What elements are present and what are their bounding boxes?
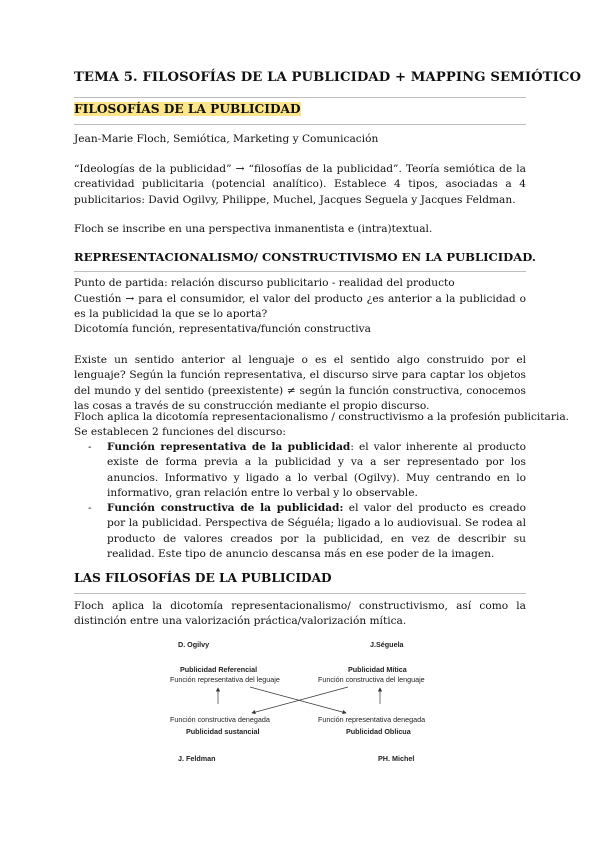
line-funciones: Se establecen 2 funciones del discurso:: [74, 426, 286, 438]
author-feldman: J. Feldman: [178, 754, 216, 763]
line-punto-de-partida: Punto de partida: relación discurso publicitario - realidad del producto: [74, 277, 455, 289]
list-item: [74, 501, 526, 562]
functions-list: [74, 440, 526, 562]
mitica-title: Publicidad Mítica: [348, 665, 407, 674]
divider: [74, 593, 526, 594]
list-item: [74, 440, 526, 501]
paragraph-floch-valorizacion: Floch aplica la dicotomía representacionalismo/ constructivismo, así como la distinción entre una valorización práctica/valorización mítica.: [74, 600, 526, 628]
highlighted-heading: FILOSOFÍAS DE LA PUBLICIDAD: [74, 102, 301, 116]
section-heading-las-filosofias: LAS FILOSOFÍAS DE LA PUBLICIDAD: [74, 571, 332, 585]
author-seguela: J.Séguela: [370, 640, 404, 649]
referencial-title: Publicidad Referencial: [180, 665, 258, 674]
line-dicotomia: Dicotomía función, representativa/función constructiva: [74, 323, 371, 335]
referencial-sub: Función representativa del leguaje: [170, 675, 280, 684]
divider: [74, 97, 526, 98]
bullet-dash: -: [88, 502, 92, 515]
oblicua-sub: Función representativa denegada: [318, 715, 426, 724]
paragraph-ideologias: “Ideologías de la publicidad” → “filosofías de la publicidad”. Teoría semiótica de la creatividad publicitaria (potencial analítico). Establece 4 tipos, asociadas a 4 publicitarios: David Ogilvy, Philippe, Muchel, Jacques Seguela y Jacques Feldman.: [74, 163, 526, 206]
line-cuestion: Cuestión → para el consumidor, el valor del producto ¿es anterior a la publicidad o es la publicidad la que se lo aporta?: [74, 293, 526, 321]
philosophies-diagram: [150, 632, 450, 772]
function-text: el valor del producto es creado por la publicidad. Perspectiva de Séguéla; ligado a lo audiovisual. Se rodea al producto de valores creados por la publicidad, en vez de describir su realidad. Este tipo de anuncio descansa más en ese poder de la imagen.: [107, 502, 526, 561]
sustancial-title: Publicidad sustancial: [186, 727, 260, 736]
document-title: TEMA 5. FILOSOFÍAS DE LA PUBLICIDAD + MAPPING SEMIÓTICO: [74, 70, 582, 85]
section-heading-representacionalismo: REPRESENTACIONALISMO/ CONSTRUCTIVISMO EN LA PUBLICIDAD.: [74, 250, 536, 264]
paragraph-sentido: Existe un sentido anterior al lenguaje o es el sentido algo construido por el lenguaje? Según la función representativa, el discurso sirve para captar los objetos del mundo y del sentido (preexistente) ≠ según la función constructiva, conocemos las cosas a través de su construcción mediante el propio discurso.: [74, 354, 526, 412]
arrow-cross-right: [250, 687, 346, 713]
divider: [74, 271, 526, 272]
sustancial-sub: Función constructiva denegada: [170, 715, 270, 724]
divider: [74, 124, 526, 125]
line-floch-aplica: Floch aplica la dicotomía representacionalismo / constructivismo a la profesión publicitaria.: [74, 411, 570, 423]
mitica-sub: Función constructiva del lenguaje: [318, 675, 425, 684]
oblicua-title: Publicidad Oblicua: [346, 727, 411, 736]
author-michel: PH. Michel: [378, 754, 415, 763]
author-line: Jean-Marie Floch, Semiótica, Marketing y Comunicación: [74, 133, 379, 145]
section-heading-filosofias: [74, 102, 301, 116]
diagram-arrows: [150, 632, 450, 772]
bullet-dash: -: [88, 441, 92, 453]
function-text: : el valor inherente al producto existe de forma previa a la publicidad y va a ser representado por los anuncios. Informativo y ligado a lo verbal (Ogilvy). Muy centrando en lo informativo, gran relación entre lo verbal y lo observable.: [107, 441, 526, 499]
author-ogilvy: D. Ogilvy: [178, 640, 210, 649]
arrow-cross-left: [252, 687, 348, 713]
function-term: Función constructiva de la publicidad:: [107, 502, 344, 515]
paragraph-floch-inmanentista: Floch se inscribe en una perspectiva inmanentista e (intra)textual.: [74, 223, 433, 235]
function-term: Función representativa de la publicidad: [107, 441, 351, 453]
